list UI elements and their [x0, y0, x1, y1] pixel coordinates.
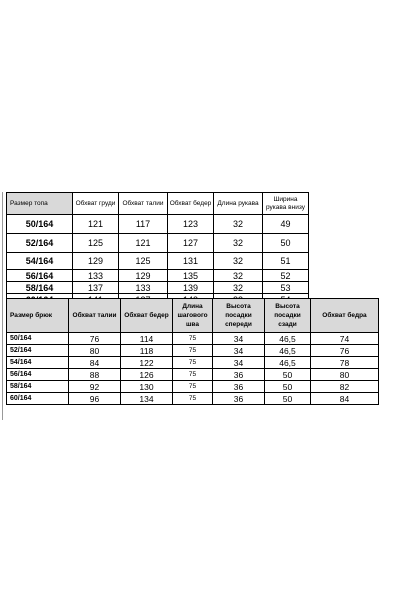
bottom-cell: 50 [265, 381, 311, 393]
top-cell: 125 [73, 234, 119, 253]
bottom-cell: 75 [173, 381, 213, 393]
top-header-hips: Обхват бедер [168, 193, 214, 215]
bottom-cell: 75 [173, 345, 213, 357]
bottom-cell: 75 [173, 357, 213, 369]
bottom-cell: 36 [213, 369, 265, 381]
top-cell: 54/164 [7, 253, 73, 270]
table-row [7, 215, 309, 234]
bottom-header-back-rise: Высота посадки сзади [265, 299, 311, 333]
bottom-cell: 50/164 [7, 333, 69, 345]
bottom-cell: 82 [311, 381, 379, 393]
bottom-header-front-rise: Высота посадки спереди [213, 299, 265, 333]
bottom-cell: 34 [213, 345, 265, 357]
bottom-cell: 84 [69, 357, 121, 369]
bottom-cell: 56/164 [7, 369, 69, 381]
top-cell: 52/164 [7, 234, 73, 253]
bottom-cell: 130 [121, 381, 173, 393]
top-cell: 49 [263, 215, 309, 234]
top-cell: 117 [119, 215, 168, 234]
bottom-cell: 60/164 [7, 393, 69, 405]
bottom-cell: 80 [69, 345, 121, 357]
top-cell: 135 [168, 270, 214, 282]
bottom-cell: 114 [121, 333, 173, 345]
bottom-cell: 36 [213, 393, 265, 405]
top-cell: 123 [168, 215, 214, 234]
bottom-cell: 58/164 [7, 381, 69, 393]
bottom-cell: 50 [265, 369, 311, 381]
top-size-table [6, 192, 309, 306]
top-cell: 131 [168, 253, 214, 270]
table-row [7, 270, 309, 282]
top-header-chest: Обхват груди [73, 193, 119, 215]
top-cell: 56/164 [7, 270, 73, 282]
bottom-header-thigh: Обхват бедра [311, 299, 379, 333]
top-cell: 58/164 [7, 282, 73, 294]
bottom-cell: 46,5 [265, 345, 311, 357]
left-margin-line [2, 192, 3, 420]
top-cell: 137 [73, 282, 119, 294]
bottom-cell: 75 [173, 393, 213, 405]
bottom-cell: 34 [213, 357, 265, 369]
top-cell: 32 [214, 234, 263, 253]
top-header-row [7, 193, 309, 215]
bottom-cell: 75 [173, 333, 213, 345]
table-row [7, 282, 309, 294]
top-cell: 133 [119, 282, 168, 294]
bottom-cell: 54/164 [7, 357, 69, 369]
bottom-cell: 80 [311, 369, 379, 381]
table-row [7, 345, 379, 357]
bottom-cell: 96 [69, 393, 121, 405]
table-row [7, 369, 379, 381]
bottom-cell: 122 [121, 357, 173, 369]
bottom-cell: 36 [213, 381, 265, 393]
bottom-header-inseam: Длина шагового шва [173, 299, 213, 333]
top-cell: 121 [73, 215, 119, 234]
top-cell: 127 [168, 234, 214, 253]
top-cell: 32 [214, 253, 263, 270]
top-cell: 125 [119, 253, 168, 270]
bottom-header-waist: Обхват талии [69, 299, 121, 333]
table-row [7, 381, 379, 393]
bottom-cell: 76 [69, 333, 121, 345]
top-cell: 50 [263, 234, 309, 253]
top-cell: 51 [263, 253, 309, 270]
table-row [7, 393, 379, 405]
bottom-cell: 46,5 [265, 333, 311, 345]
top-cell: 32 [214, 270, 263, 282]
top-header-sleeve-length: Длина рукава [214, 193, 263, 215]
bottom-cell: 50 [265, 393, 311, 405]
bottom-cell: 134 [121, 393, 173, 405]
top-header-size: Размер топа [7, 193, 73, 215]
table-row [7, 234, 309, 253]
top-header-sleeve-width: Ширина рукава внизу [263, 193, 309, 215]
bottom-cell: 52/164 [7, 345, 69, 357]
table-row [7, 333, 379, 345]
bottom-cell: 46,5 [265, 357, 311, 369]
bottom-cell: 92 [69, 381, 121, 393]
bottom-cell: 34 [213, 333, 265, 345]
top-cell: 52 [263, 270, 309, 282]
bottom-header-hips: Обхват бедер [121, 299, 173, 333]
bottom-header-size: Размер брюк [7, 299, 69, 333]
top-header-waist: Обхват талии [119, 193, 168, 215]
table-row [7, 253, 309, 270]
bottom-cell: 126 [121, 369, 173, 381]
bottom-cell: 76 [311, 345, 379, 357]
bottom-cell: 75 [173, 369, 213, 381]
top-cell: 53 [263, 282, 309, 294]
top-cell: 129 [119, 270, 168, 282]
top-cell: 121 [119, 234, 168, 253]
top-cell: 139 [168, 282, 214, 294]
top-cell: 50/164 [7, 215, 73, 234]
table-row [7, 357, 379, 369]
top-cell: 133 [73, 270, 119, 282]
top-cell: 32 [214, 282, 263, 294]
bottom-cell: 74 [311, 333, 379, 345]
bottom-size-table [6, 298, 379, 405]
bottom-cell: 118 [121, 345, 173, 357]
bottom-cell: 88 [69, 369, 121, 381]
top-cell: 129 [73, 253, 119, 270]
bottom-cell: 78 [311, 357, 379, 369]
top-cell: 32 [214, 215, 263, 234]
bottom-cell: 84 [311, 393, 379, 405]
bottom-header-row [7, 299, 379, 333]
